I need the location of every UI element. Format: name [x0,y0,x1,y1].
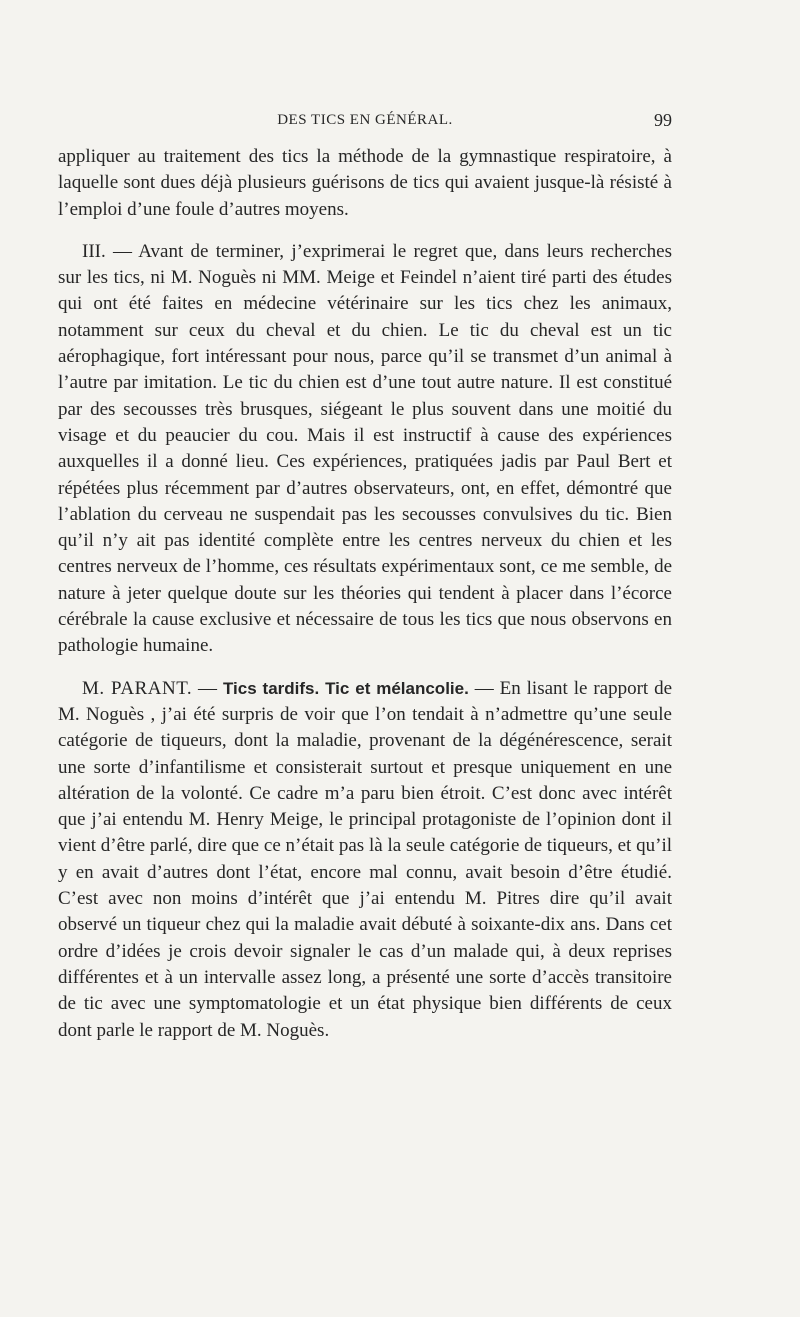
section-title: Tics tardifs. Tic et mélancolie. [222,678,469,698]
em-dash: — [468,677,500,699]
em-dash: — [192,677,223,699]
running-head [58,112,672,140]
paragraph-text: En lisant le rapport de M. Noguès , j’ai été surpris de voir que l’on tendait à n’admettre qu’une seule catégorie de tiqueurs, dont la maladie, provenant de la dégénérescence, serait une sorte d’infantilisme et consisterait surtout et presque uniquement en une altération de la volonté. Ce cadre m’a paru bien étroit. C’est donc avec intérêt que j’ai entendu M. Henry Meige, le principal protagoniste de l’opinion dont il vient d’être parlé, dire que ce n’était pas là la seule catégorie de tiqueurs, et qu’il y en avait d’autres dont l’état, encore mal connu, avait besoin d’être étudié. C’est avec non moins d’intérêt que j’ai entendu M. Pitres dire qu’il avait observé un tiqueur chez qui la maladie avait débuté à soixante-dix ans. Dans cet ordre d’idées je crois devoir signaler le cas d’un malade qui, à deux reprises différentes et à un intervalle assez long, a présenté une sorte d’accès transitoire de tic avec une symptomatologie et un état physique bien différents de ceux dont parle le rapport de M. Noguès. [58,677,673,1041]
speaker-name: M. PARANT. [82,677,193,699]
book-page [58,112,672,1044]
paragraph-parant [58,676,672,1044]
paragraph-continuation: appliquer au traitement des tics la méthode de la gymnastique respiratoire, à laquelle sont dues déjà plusieurs guérisons de tics qui avaient jusque-là résisté à l’emploi d’une foule d’autres moyens. [58,146,672,220]
page-number: 99 [654,110,672,130]
running-title: DES TICS EN GÉNÉRAL. [277,112,453,128]
paragraph-section-iii: III. — Avant de terminer, j’exprimerai le regret que, dans leurs recherches sur les tics, ni M. Noguès ni MM. Meige et Feindel n’aient tiré parti des études qui ont été faites en médecine vétérinaire sur les tics chez les animaux, notamment sur ceux du cheval et du chien. Le tic du cheval est un tic aérophagique, fort intéressant pour nous, parce qu’il se transmet d’un animal à l’autre par imitation. Le tic du chien est d’une tout autre nature. Il est constitué par des secousses très brusques, siégeant le plus souvent dans une moitié du visage et du peaucier du cou. Mais il est instructif à cause des expériences auxquelles il a donné lieu. Ces expériences, pratiquées jadis par Paul Bert et répétées plus récemment par d’autres observateurs, ont, en effet, démontré que l’ablation du cerveau ne suspendait pas les secousses convulsives du tic. Bien qu’il n’y ait pas identité complète entre les centres nerveux du chien et les centres nerveux de l’homme, ces résultats expérimentaux sont, ce me semble, de nature à jeter quelque doute sur les théories qui tendent à placer dans l’écorce cérébrale la cause exclusive et nécessaire de tous les tics que nous observons en pathologie humaine. [58,240,672,657]
